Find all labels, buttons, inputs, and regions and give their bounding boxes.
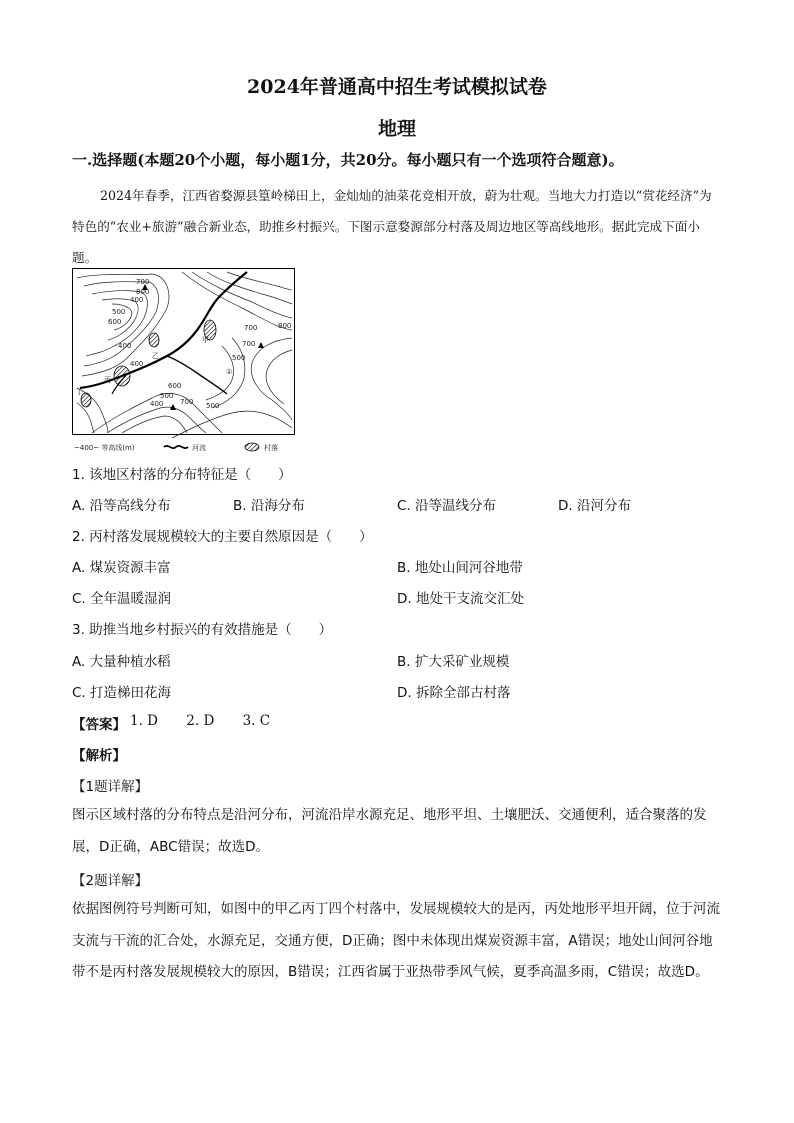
legend-village: 村落 bbox=[264, 444, 278, 452]
question-2-option-c[interactable]: C. 全年温暖湿润 bbox=[72, 591, 172, 607]
contour-label: 700 bbox=[244, 324, 258, 332]
contour-label: 400 bbox=[118, 342, 132, 350]
contour-label: 400 bbox=[130, 360, 144, 368]
contour-label: 500 bbox=[206, 402, 220, 410]
contour-label: 700 bbox=[180, 398, 194, 406]
village-label-jia: 甲 bbox=[202, 336, 209, 344]
contour-label: 800 bbox=[136, 288, 150, 296]
contour-label: 700 bbox=[136, 278, 150, 286]
question-1-option-b[interactable]: B. 沿海分布 bbox=[233, 498, 305, 514]
question-1-stem: 1. 该地区村落的分布特征是（ ） bbox=[72, 467, 292, 483]
village-label-yi: 乙 bbox=[152, 352, 159, 360]
subject-title: 地理 bbox=[377, 118, 416, 140]
intro-paragraph: 2024年春季，江西省婺源县篁岭梯田上，金灿灿的油菜花竞相开放，蔚为壮观。当地大力打造以“赏花经济”为特色的“农业+旅游”融合新业态，助推乡村振兴。下图示意婺源部分村落及周边地区等高线地形。据此完成下面小题。 bbox=[72, 188, 712, 265]
question-3-stem: 3. 助推当地乡村振兴的有效措施是（ ） bbox=[72, 622, 333, 638]
exam-title: 2024年普通高中招生考试模拟试卷 bbox=[247, 76, 547, 98]
marker-label: ① bbox=[226, 368, 233, 376]
question-1-option-c[interactable]: C. 沿等温线分布 bbox=[397, 498, 497, 514]
contour-label: 600 bbox=[168, 382, 182, 390]
question-2-option-a[interactable]: A. 煤炭资源丰富 bbox=[72, 560, 171, 576]
village-label-bing: 丙 bbox=[104, 376, 111, 384]
answer-1: 1. D bbox=[130, 713, 158, 729]
legend-contour: ~400~ 等高线(m) bbox=[74, 444, 135, 452]
village-legend-icon bbox=[245, 443, 259, 451]
q2-detail-label: 【2题详解】 bbox=[72, 873, 149, 889]
contour-map bbox=[72, 268, 298, 458]
question-2-option-d[interactable]: D. 地处干支流交汇处 bbox=[397, 591, 524, 607]
answer-values bbox=[130, 713, 294, 729]
answer-3: 3. C bbox=[242, 713, 271, 729]
question-3-option-c[interactable]: C. 打造梯田花海 bbox=[72, 685, 172, 701]
question-1-option-d[interactable]: D. 沿河分布 bbox=[558, 498, 631, 514]
q1-detail-label: 【1题详解】 bbox=[72, 779, 149, 795]
contour-label: 500 bbox=[232, 354, 246, 362]
question-2-stem: 2. 丙村落发展规模较大的主要自然原因是（ ） bbox=[72, 529, 373, 545]
contour-label: 800 bbox=[278, 322, 292, 330]
question-2-option-b[interactable]: B. 地处山间河谷地带 bbox=[397, 560, 523, 576]
legend-river: 河流 bbox=[192, 444, 206, 452]
q1-detail-text: 图示区域村落的分布特点是沿河分布，河流沿岸水源充足、地形平坦、土壤肥沃、交通便利，适合聚落的发展，D正确，ABC错误；故选D。 bbox=[72, 807, 707, 855]
q2-detail-text: 依据图例符号判断可知，如图中的甲乙丙丁四个村落中，发展规模较大的是丙，丙处地形平坦开阔，位于河流支流与干流的汇合处，水源充足，交通方便，D正确；图中未体现出煤炭资源丰富，A错误；地处山间河谷地带不是丙村落发展规模较大的原因，B错误；江西省属于亚热带季风气候，夏季高温多雨，C错误；故选D。 bbox=[72, 901, 720, 980]
question-3-option-d[interactable]: D. 拆除全部古村落 bbox=[397, 685, 511, 701]
village-label-ding: 丁 bbox=[76, 388, 83, 396]
village-bing-marker bbox=[114, 366, 130, 386]
contour-map-figure bbox=[72, 268, 298, 458]
contour-label: 600 bbox=[108, 318, 122, 326]
question-3-option-b[interactable]: B. 扩大采矿业规模 bbox=[397, 654, 510, 670]
contour-label: 700 bbox=[242, 340, 256, 348]
analysis-label: 【解析】 bbox=[72, 748, 126, 764]
question-1-option-a[interactable]: A. 沿等高线分布 bbox=[72, 498, 171, 514]
contour-label: 500 bbox=[160, 392, 174, 400]
contour-label: 400 bbox=[150, 400, 164, 408]
contour-label: 500 bbox=[112, 308, 126, 316]
contour-label: 400 bbox=[130, 296, 144, 304]
question-3-option-a[interactable]: A. 大量种植水稻 bbox=[72, 654, 171, 670]
river-legend-icon bbox=[164, 446, 188, 448]
village-yi-marker bbox=[149, 333, 159, 347]
section-heading: 一.选择题(本题20个小题，每小题1分，共20分。每小题只有一个选项符合题意)。 bbox=[72, 151, 624, 169]
answer-2: 2. D bbox=[186, 713, 215, 729]
answer-label: 【答案】 bbox=[72, 717, 126, 733]
